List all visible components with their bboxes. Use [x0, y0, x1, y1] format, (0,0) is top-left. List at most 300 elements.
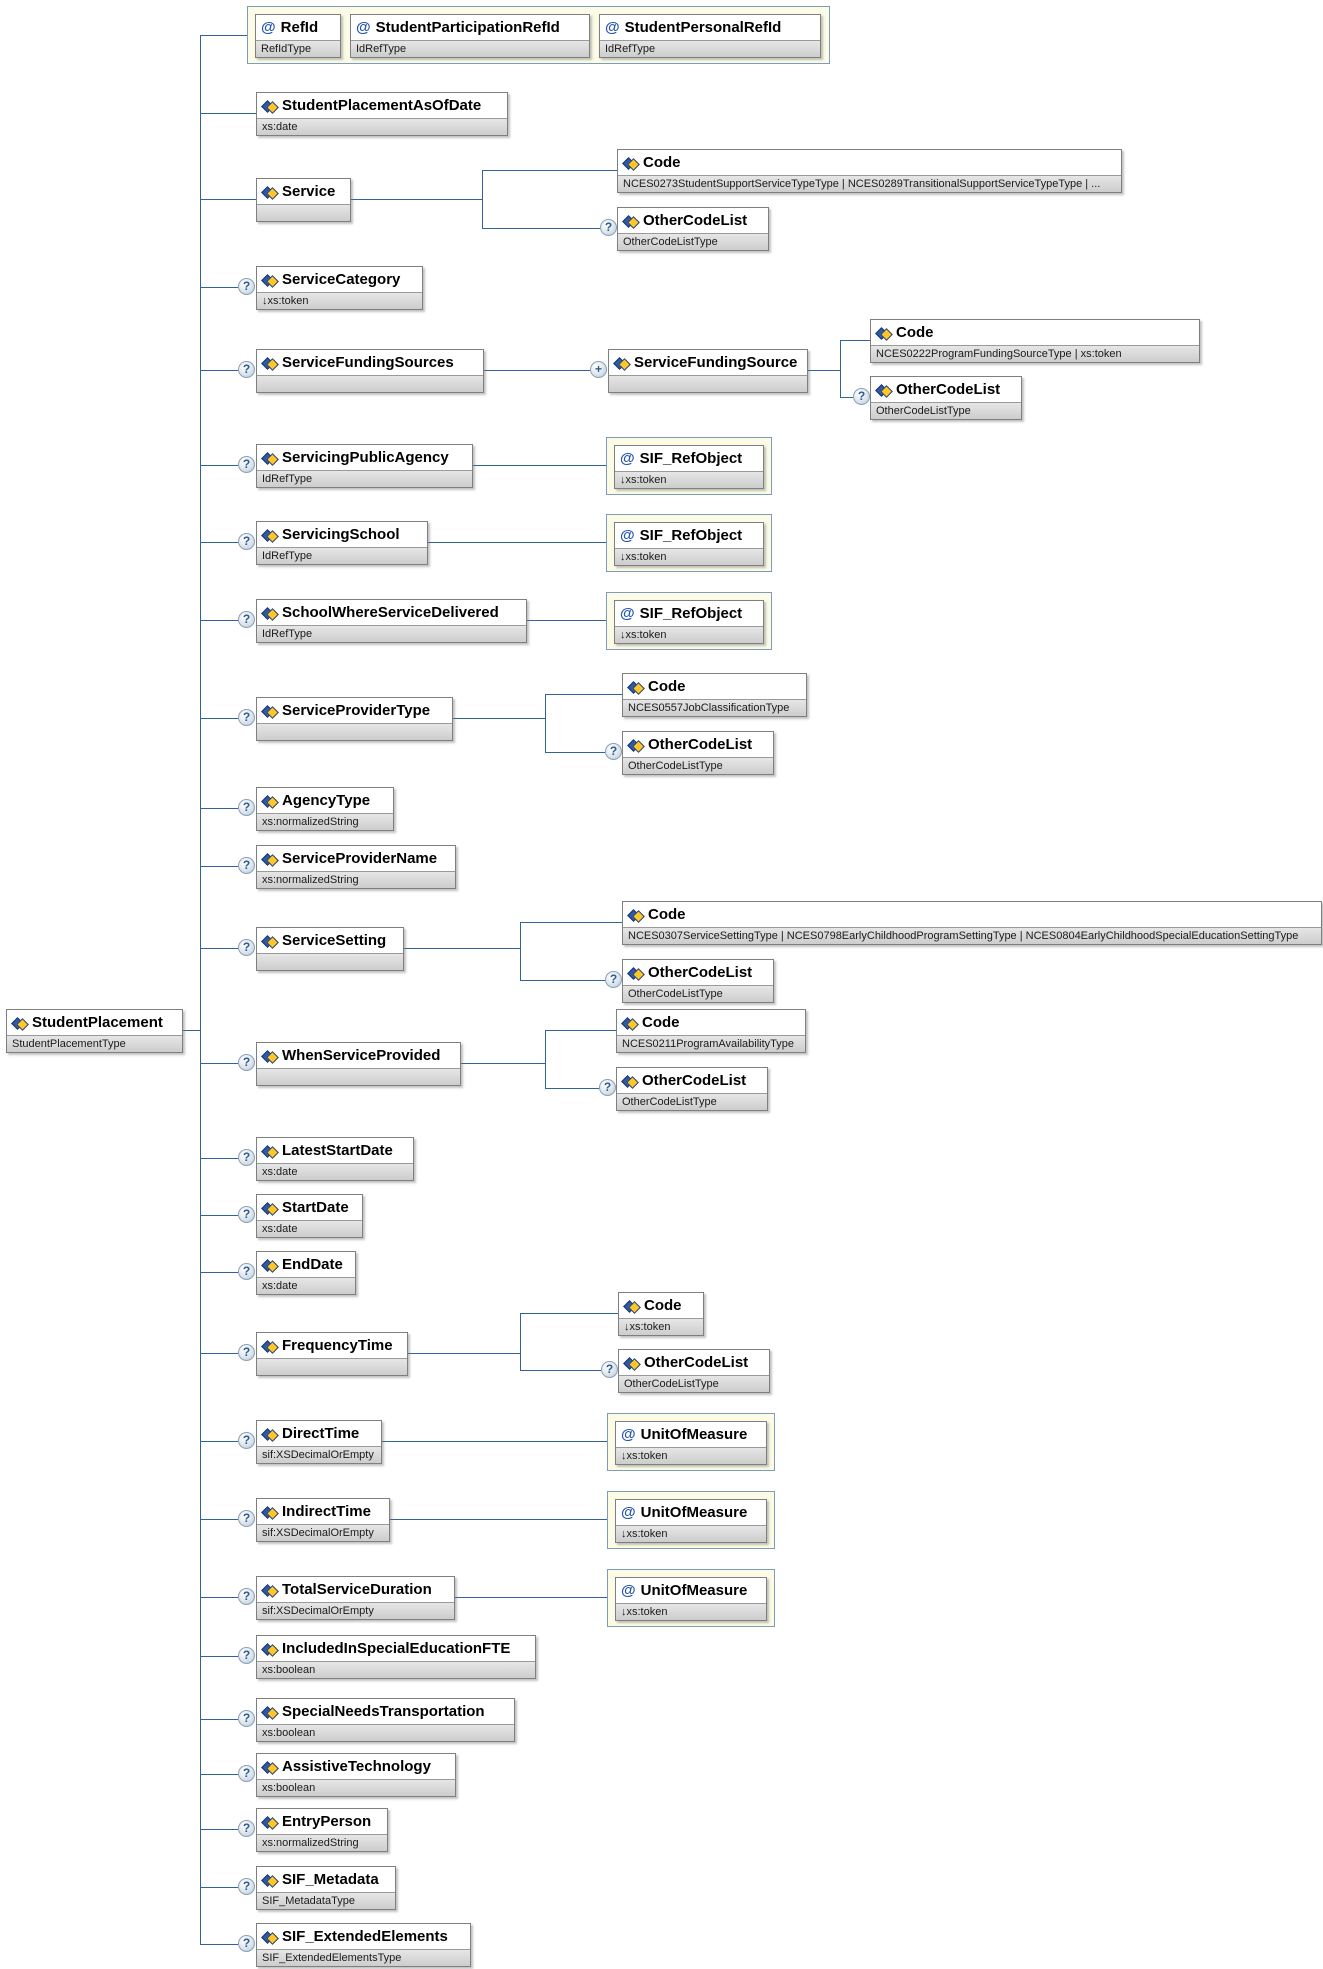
attribute-icon: @: [356, 19, 371, 36]
connector: [200, 1719, 238, 1720]
element-label: SchoolWhereServiceDelivered: [282, 604, 499, 621]
element-icon: [262, 1505, 277, 1518]
optional-icon: ?: [238, 857, 255, 874]
attribute-title: [615, 523, 763, 548]
element-icon: [624, 1299, 639, 1312]
element-box-includedinspecialeducationfte[interactable]: [256, 1635, 536, 1679]
connector: [382, 1441, 607, 1442]
optional-icon: ?: [238, 1263, 255, 1280]
element-title: [623, 902, 1321, 927]
element-label: OtherCodeList: [644, 1354, 749, 1371]
attribute-title: [616, 1578, 766, 1603]
connector: [482, 170, 483, 228]
element-type: xs:normalizedString: [257, 871, 455, 888]
connector: [200, 1063, 238, 1064]
element-icon: [262, 704, 277, 717]
connector: [200, 808, 238, 809]
optional-icon: ?: [238, 1054, 255, 1071]
connector: [200, 1272, 238, 1273]
element-type: sif:XSDecimalOrEmpty: [257, 1602, 454, 1619]
element-type: [257, 1358, 407, 1375]
element-title: [257, 600, 526, 625]
connector: [200, 370, 238, 371]
connector: [200, 948, 238, 949]
element-type: xs:normalizedString: [257, 1834, 387, 1851]
optional-icon: ?: [238, 1149, 255, 1166]
element-title: [257, 1499, 389, 1524]
attribute-label: StudentPersonalRefId: [624, 19, 782, 36]
element-box-specialneedstransportation[interactable]: [256, 1698, 515, 1742]
element-box-frequency-othercodelist[interactable]: [618, 1349, 770, 1393]
element-type: OtherCodeListType: [619, 1375, 769, 1392]
element-label: ServiceCategory: [282, 271, 401, 288]
element-label: Code: [644, 1297, 682, 1314]
element-box-service-othercodelist[interactable]: [617, 207, 769, 251]
attribute-type: IdRefType: [351, 40, 589, 57]
element-type: SIF_ExtendedElementsType: [257, 1949, 470, 1966]
element-icon: [262, 1583, 277, 1596]
element-type: xs:normalizedString: [257, 813, 393, 830]
attribute-box-refid[interactable]: [255, 14, 341, 58]
connector: [453, 718, 545, 719]
connector: [840, 340, 870, 341]
connector: [545, 694, 546, 752]
element-title: [257, 267, 422, 292]
attribute-icon: @: [261, 19, 276, 36]
element-icon: [262, 1642, 277, 1655]
attribute-box-studentparticipationrefid[interactable]: [350, 14, 590, 58]
connector: [183, 1030, 200, 1031]
element-type: sif:XSDecimalOrEmpty: [257, 1446, 381, 1463]
connector: [520, 1313, 618, 1314]
connector: [545, 1030, 616, 1031]
element-type: SIF_MetadataType: [257, 1892, 395, 1909]
optional-icon: ?: [238, 939, 255, 956]
optional-icon: ?: [238, 709, 255, 726]
attribute-label: SIF_RefObject: [639, 527, 743, 544]
element-label: SIF_Metadata: [282, 1871, 379, 1888]
element-type: StudentPlacementType: [7, 1035, 182, 1052]
connector: [840, 340, 841, 397]
connector: [382, 1519, 607, 1520]
element-type: NCES0222ProgramFundingSourceType | xs:token: [871, 345, 1199, 362]
element-icon: [623, 214, 638, 227]
element-type: xs:date: [257, 1163, 413, 1180]
element-box-service-code[interactable]: [617, 149, 1122, 193]
element-title: [257, 1867, 395, 1892]
element-type: OtherCodeListType: [871, 402, 1021, 419]
element-box-startdate[interactable]: [256, 1194, 363, 1238]
connector: [461, 1063, 545, 1064]
element-icon: [262, 934, 277, 947]
attribute-title: [256, 15, 340, 40]
element-title: [617, 1068, 767, 1093]
element-icon: [262, 1049, 277, 1062]
attribute-label: UnitOfMeasure: [640, 1582, 748, 1599]
element-label: OtherCodeList: [648, 964, 753, 981]
element-title: [257, 1333, 407, 1358]
element-title: [257, 179, 350, 204]
element-icon: [628, 966, 643, 979]
element-type: xs:date: [257, 1277, 355, 1294]
connector: [200, 1158, 238, 1159]
connector: [482, 170, 617, 171]
optional-icon: ?: [238, 361, 255, 378]
element-type: IdRefType: [257, 547, 427, 564]
connector: [200, 1887, 238, 1888]
element-icon: [262, 451, 277, 464]
element-type: [257, 1068, 460, 1085]
connector: [200, 1519, 238, 1520]
optional-icon: ?: [601, 1361, 618, 1378]
element-icon: [628, 738, 643, 751]
connector: [200, 35, 247, 36]
attribute-label: UnitOfMeasure: [640, 1426, 748, 1443]
attribute-label: SIF_RefObject: [639, 450, 743, 467]
element-box-servicingschool[interactable]: [256, 521, 428, 565]
element-label: AgencyType: [282, 792, 371, 809]
element-title: [257, 522, 427, 547]
element-label: Code: [643, 154, 681, 171]
element-type: OtherCodeListType: [618, 233, 768, 250]
element-box-sifextendedelements[interactable]: [256, 1923, 471, 1967]
element-box-directtime[interactable]: [256, 1420, 382, 1464]
attribute-type: ↓xs:token: [615, 626, 763, 643]
element-box-frequencytime[interactable]: [256, 1332, 408, 1376]
element-title: [257, 1577, 454, 1602]
optional-icon: ?: [238, 1820, 255, 1837]
element-label: StartDate: [282, 1199, 349, 1216]
element-box-totalserviceduration[interactable]: [256, 1576, 455, 1620]
optional-icon: ?: [600, 219, 617, 236]
element-label: ServiceFundingSource: [634, 354, 798, 371]
connector: [520, 1313, 521, 1370]
optional-icon: ?: [238, 533, 255, 550]
optional-icon: ?: [238, 1510, 255, 1527]
connector: [200, 465, 238, 466]
connector: [545, 694, 622, 695]
connector: [520, 980, 605, 981]
connector: [200, 1774, 238, 1775]
element-icon: [262, 1930, 277, 1943]
element-label: ServiceProviderName: [282, 850, 438, 867]
connector: [520, 1370, 601, 1371]
element-icon: [262, 1339, 277, 1352]
element-icon: [262, 1201, 277, 1214]
element-title: [257, 788, 393, 813]
attribute-box-unitofmeasure[interactable]: [615, 1577, 767, 1621]
element-icon: [262, 1427, 277, 1440]
element-title: [257, 1754, 455, 1779]
connector: [545, 1030, 546, 1088]
element-icon: [262, 794, 277, 807]
element-icon: [262, 356, 277, 369]
element-box-enddate[interactable]: [256, 1251, 356, 1295]
connector: [455, 1597, 607, 1598]
element-type: IdRefType: [257, 625, 526, 642]
element-type: [257, 723, 452, 740]
attribute-icon: @: [605, 19, 620, 36]
optional-icon: ?: [238, 611, 255, 628]
optional-icon: ?: [238, 1765, 255, 1782]
element-type: xs:boolean: [257, 1724, 514, 1741]
element-label: OtherCodeList: [643, 212, 748, 229]
element-type: OtherCodeListType: [623, 757, 773, 774]
connector: [482, 228, 600, 229]
element-type: OtherCodeListType: [623, 985, 773, 1002]
element-box-sifmetadata[interactable]: [256, 1866, 396, 1910]
element-title: [257, 1809, 387, 1834]
attribute-title: [616, 1500, 766, 1525]
optional-icon: ?: [238, 456, 255, 473]
element-title: [623, 732, 773, 757]
attribute-box-sif-refobject[interactable]: [614, 522, 764, 566]
optional-icon: ?: [238, 1647, 255, 1664]
connector: [200, 866, 238, 867]
attribute-title: [351, 15, 589, 40]
attribute-box-unitofmeasure[interactable]: [615, 1499, 767, 1543]
element-title: [618, 208, 768, 233]
attribute-type: ↓xs:token: [616, 1603, 766, 1620]
element-label: LatestStartDate: [282, 1142, 393, 1159]
element-box-servicingpublicagency[interactable]: [256, 444, 473, 488]
element-type: [257, 204, 350, 221]
element-title: [257, 698, 452, 723]
element-box-provider-othercodelist[interactable]: [622, 731, 774, 775]
element-box-frequency-code[interactable]: [618, 1292, 704, 1336]
connector: [200, 287, 238, 288]
element-title: [257, 1699, 514, 1724]
element-label: SIF_ExtendedElements: [282, 1928, 448, 1945]
element-box-entryperson[interactable]: [256, 1808, 388, 1852]
element-box-servicecategory[interactable]: [256, 266, 423, 310]
element-box-servicesetting[interactable]: [256, 927, 404, 971]
element-title: [871, 320, 1199, 345]
element-box-service[interactable]: [256, 178, 351, 222]
optional-icon: ?: [605, 971, 622, 988]
element-title: [257, 1252, 355, 1277]
connector: [520, 922, 622, 923]
element-title: [257, 1138, 413, 1163]
optional-icon: ?: [238, 1710, 255, 1727]
element-label: Code: [896, 324, 934, 341]
connector: [351, 199, 482, 200]
element-type: NCES0211ProgramAvailabilityType: [617, 1035, 805, 1052]
element-title: [623, 960, 773, 985]
optional-icon: ?: [238, 1878, 255, 1895]
element-icon: [262, 99, 277, 112]
element-title: [623, 674, 806, 699]
element-title: [619, 1350, 769, 1375]
element-label: ServicingSchool: [282, 526, 400, 543]
element-label: SpecialNeedsTransportation: [282, 1703, 485, 1720]
element-icon: [628, 680, 643, 693]
optional-icon: ?: [238, 278, 255, 295]
attribute-box-sif-refobject[interactable]: [614, 600, 764, 644]
element-icon: [262, 606, 277, 619]
connector: [473, 465, 606, 466]
connector: [200, 1944, 238, 1945]
element-type: ↓xs:token: [619, 1318, 703, 1335]
attribute-label: UnitOfMeasure: [640, 1504, 748, 1521]
element-icon: [622, 1016, 637, 1029]
attribute-box-studentpersonalrefid[interactable]: [599, 14, 821, 58]
element-box-whenserviceprovided[interactable]: [256, 1042, 461, 1086]
element-box-setting-code[interactable]: [622, 901, 1322, 945]
element-title: [257, 1924, 470, 1949]
element-title: [257, 1636, 535, 1661]
element-type: [257, 953, 403, 970]
optional-icon: ?: [238, 799, 255, 816]
attribute-box-sif-refobject[interactable]: [614, 445, 764, 489]
element-icon: [876, 326, 891, 339]
optional-icon: ?: [238, 1432, 255, 1449]
element-title: [619, 1293, 703, 1318]
element-icon: [262, 1815, 277, 1828]
element-icon: [262, 1144, 277, 1157]
element-label: Service: [282, 183, 336, 200]
element-box-studentplacementasofdate[interactable]: [256, 92, 508, 136]
element-box-assistivetechnology[interactable]: [256, 1753, 456, 1797]
attribute-type: IdRefType: [600, 40, 820, 57]
attribute-label: RefId: [280, 19, 319, 36]
connector: [200, 1441, 238, 1442]
element-title: [257, 846, 455, 871]
element-label: OtherCodeList: [648, 736, 753, 753]
attribute-icon: @: [620, 527, 635, 544]
optional-icon: ?: [605, 743, 622, 760]
element-title: [871, 377, 1021, 402]
element-label: IncludedInSpecialEducationFTE: [282, 1640, 511, 1657]
connector: [527, 620, 606, 621]
attribute-label: SIF_RefObject: [639, 605, 743, 622]
optional-icon: ?: [238, 1935, 255, 1952]
optional-icon: ?: [238, 1206, 255, 1223]
connector: [200, 1597, 238, 1598]
element-icon: [614, 356, 629, 369]
attribute-type: RefIdType: [256, 40, 340, 57]
element-box-servicefundingsource[interactable]: [608, 349, 808, 393]
connector: [545, 752, 605, 753]
attribute-icon: @: [621, 1504, 636, 1521]
element-box-schoolwhereservicedelivered[interactable]: [256, 599, 527, 643]
element-type: OtherCodeListType: [617, 1093, 767, 1110]
element-icon: [262, 185, 277, 198]
element-title: [257, 1195, 362, 1220]
element-label: ServiceProviderType: [282, 702, 431, 719]
element-box-setting-othercodelist[interactable]: [622, 959, 774, 1003]
attribute-title: [615, 446, 763, 471]
element-type: xs:date: [257, 118, 507, 135]
element-title: [257, 1421, 381, 1446]
element-title: [618, 150, 1121, 175]
element-label: WhenServiceProvided: [282, 1047, 441, 1064]
element-type: xs:date: [257, 1220, 362, 1237]
attribute-title: [615, 601, 763, 626]
attribute-title: [600, 15, 820, 40]
element-type: IdRefType: [257, 470, 472, 487]
optional-icon: ?: [238, 1588, 255, 1605]
element-label: Code: [648, 678, 686, 695]
element-box-serviceprovidername[interactable]: [256, 845, 456, 889]
element-title: [609, 350, 807, 375]
connector: [200, 35, 201, 1945]
connector: [840, 397, 853, 398]
element-label: TotalServiceDuration: [282, 1581, 432, 1598]
element-icon: [624, 1356, 639, 1369]
element-icon: [876, 383, 891, 396]
connector: [200, 1353, 238, 1354]
element-box-agencytype[interactable]: [256, 787, 394, 831]
attribute-icon: @: [621, 1426, 636, 1443]
optional-icon: ?: [853, 388, 870, 405]
attribute-type: ↓xs:token: [616, 1447, 766, 1464]
element-title: [617, 1010, 805, 1035]
connector: [808, 370, 840, 371]
element-label: StudentPlacementAsOfDate: [282, 97, 482, 114]
attribute-type: ↓xs:token: [615, 471, 763, 488]
connector: [428, 542, 606, 543]
attribute-box-unitofmeasure[interactable]: [615, 1421, 767, 1465]
element-label: EntryPerson: [282, 1813, 372, 1830]
element-icon: [628, 908, 643, 921]
element-label: StudentPlacement: [32, 1014, 163, 1031]
attribute-icon: @: [620, 605, 635, 622]
element-label: DirectTime: [282, 1425, 360, 1442]
element-label: OtherCodeList: [642, 1072, 747, 1089]
attribute-icon: @: [621, 1582, 636, 1599]
element-title: [7, 1010, 182, 1035]
element-box-studentplacement[interactable]: [6, 1009, 183, 1053]
element-box-serviceprovidertype[interactable]: [256, 697, 453, 741]
element-icon: [622, 1074, 637, 1087]
element-icon: [262, 1873, 277, 1886]
element-icon: [623, 156, 638, 169]
optional-icon: ?: [599, 1079, 616, 1096]
attribute-type: ↓xs:token: [615, 548, 763, 565]
connector: [200, 1656, 238, 1657]
connector: [545, 1088, 599, 1089]
element-label: EndDate: [282, 1256, 343, 1273]
connector: [200, 542, 238, 543]
connector: [404, 948, 520, 949]
element-label: ServiceFundingSources: [282, 354, 454, 371]
element-title: [257, 1043, 460, 1068]
element-label: ServiceSetting: [282, 932, 387, 949]
element-box-funding-code[interactable]: [870, 319, 1200, 363]
element-label: OtherCodeList: [896, 381, 1001, 398]
element-icon: [262, 1760, 277, 1773]
optional-icon: ?: [238, 1344, 255, 1361]
element-label: Code: [642, 1014, 680, 1031]
element-type: xs:boolean: [257, 1779, 455, 1796]
element-box-servicefundingsources[interactable]: [256, 349, 484, 393]
element-title: [257, 445, 472, 470]
attribute-title: [616, 1422, 766, 1447]
element-label: Code: [648, 906, 686, 923]
element-box-lateststartdate[interactable]: [256, 1137, 414, 1181]
element-box-provider-code[interactable]: [622, 673, 807, 717]
element-box-when-othercodelist[interactable]: [616, 1067, 768, 1111]
connector: [200, 620, 238, 621]
element-label: ServicingPublicAgency: [282, 449, 449, 466]
element-title: [257, 93, 507, 118]
element-box-funding-othercodelist[interactable]: [870, 376, 1022, 420]
element-type: [257, 375, 483, 392]
element-box-indirecttime[interactable]: [256, 1498, 390, 1542]
element-title: [257, 350, 483, 375]
element-box-when-code[interactable]: [616, 1009, 806, 1053]
